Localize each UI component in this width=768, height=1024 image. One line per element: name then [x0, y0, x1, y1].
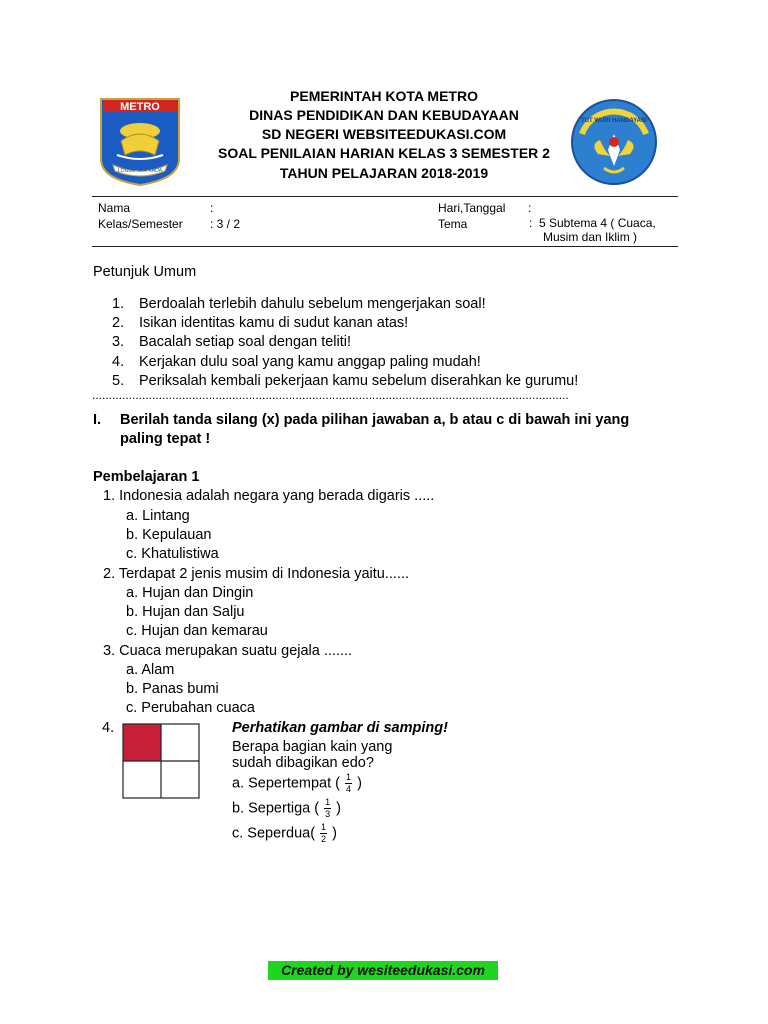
section-roman-numeral: I.: [93, 412, 102, 428]
tema-colon: :: [529, 216, 533, 230]
numerator: 1: [325, 797, 331, 807]
instructions-title: Petunjuk Umum: [93, 264, 197, 280]
kelas-label: Kelas/Semester: [98, 217, 183, 231]
option-c: [232, 823, 337, 844]
option-a: a. Hujan dan Dingin: [126, 585, 254, 601]
option-a: a. Alam: [126, 662, 175, 678]
tema-label: Tema: [438, 217, 468, 231]
header-line-5: TAHUN PELAJARAN 2018-2019: [279, 165, 489, 181]
question-line-2: sudah dibagikan edo?: [232, 755, 374, 771]
svg-text:TUT WURI HANDAYANI: TUT WURI HANDAYANI: [581, 118, 647, 124]
close-paren: ): [332, 825, 337, 842]
instruction-number: 5.: [112, 373, 125, 389]
tema-value-line-2: Musim dan Iklim ): [543, 230, 638, 244]
close-paren: ): [357, 775, 362, 792]
nama-colon: :: [210, 201, 214, 215]
option-c-text: c. Seperdua(: [232, 825, 316, 842]
numerator: 1: [346, 772, 352, 782]
question-text: 2. Terdapat 2 jenis musim di Indonesia yaitu......: [103, 566, 410, 582]
svg-text:METRO: METRO: [120, 101, 160, 113]
instruction-text: Berdoalah terlebih dahulu sebelum mengerjakan soal!: [139, 296, 486, 312]
option-c: c. Perubahan cuaca: [126, 700, 255, 716]
fraction-one-third: [324, 798, 331, 819]
identity-top-rule: [92, 196, 678, 197]
kelas-value: : 3 / 2: [210, 217, 241, 231]
fraction-grid-figure: [122, 723, 200, 799]
nama-label: Nama: [98, 201, 131, 215]
instruction-text: Bacalah setiap soal dengan teliti!: [139, 334, 352, 350]
footer-credit: Created by wesiteedukasi.com: [268, 961, 498, 980]
instruction-text: Kerjakan dulu soal yang kamu anggap paling mudah!: [139, 354, 481, 370]
instruction-number: 1.: [112, 296, 125, 312]
section-instruction-line-1: Berilah tanda silang (x) pada pilihan jawaban a, b atau c di bawah ini yang: [120, 412, 630, 428]
option-b: b. Kepulauan: [126, 527, 212, 543]
option-b: [232, 798, 341, 819]
header-line-2: DINAS PENDIDIKAN DAN KEBUDAYAAN: [249, 107, 519, 123]
instruction-number: 2.: [112, 315, 125, 331]
hari-colon: :: [528, 201, 532, 215]
instruction-number: 4.: [112, 354, 125, 370]
option-b: b. Panas bumi: [126, 681, 219, 697]
fraction-one-half: [320, 823, 327, 844]
question-prompt: Perhatikan gambar di samping!: [232, 720, 448, 736]
option-a: [232, 773, 362, 794]
header-line-4: SOAL PENILAIAN HARIAN KELAS 3 SEMESTER 2: [218, 145, 550, 161]
option-b: b. Hujan dan Salju: [126, 604, 245, 620]
option-c: c. Khatulistiwa: [126, 546, 219, 562]
instruction-number: 3.: [112, 334, 125, 350]
dotted-separator: ...............................................................................................................................................: [92, 388, 569, 402]
numerator: 1: [321, 822, 327, 832]
close-paren: ): [336, 800, 341, 817]
option-a: a. Lintang: [126, 508, 190, 524]
option-c: c. Hujan dan kemarau: [126, 623, 268, 639]
option-a-text: a. Sepertempat (: [232, 775, 340, 792]
section-instruction-line-2: paling tepat !: [120, 431, 211, 447]
header-line-1: PEMERINTAH KOTA METRO: [290, 88, 478, 104]
header-line-3: SD NEGERI WEBSITEEDUKASI.COM: [261, 126, 507, 142]
hari-label: Hari,Tanggal: [438, 201, 506, 215]
denominator: 2: [321, 834, 327, 844]
question-number: 4.: [102, 720, 115, 736]
question-line-1: Berapa bagian kain yang: [232, 739, 393, 755]
lesson-title: Pembelajaran 1: [93, 469, 200, 485]
option-b-text: b. Sepertiga (: [232, 800, 320, 817]
instruction-text: Periksalah kembali pekerjaan kamu sebelum diserahkan ke gurumu!: [139, 373, 579, 389]
svg-text:LOGUE KAR KADA: LOGUE KAR KADA: [117, 168, 163, 174]
denominator: 4: [346, 784, 352, 794]
fraction-one-quarter: [345, 773, 352, 794]
shaded-quarter: [123, 724, 161, 761]
tema-value-line-1: 5 Subtema 4 ( Cuaca,: [539, 216, 656, 230]
instruction-text: Isikan identitas kamu di sudut kanan atas!: [139, 315, 409, 331]
question-text: 1. Indonesia adalah negara yang berada digaris .....: [103, 488, 435, 504]
question-text: 3. Cuaca merupakan suatu gejala .......: [103, 643, 353, 659]
denominator: 3: [325, 809, 331, 819]
identity-bottom-rule: [92, 246, 678, 247]
